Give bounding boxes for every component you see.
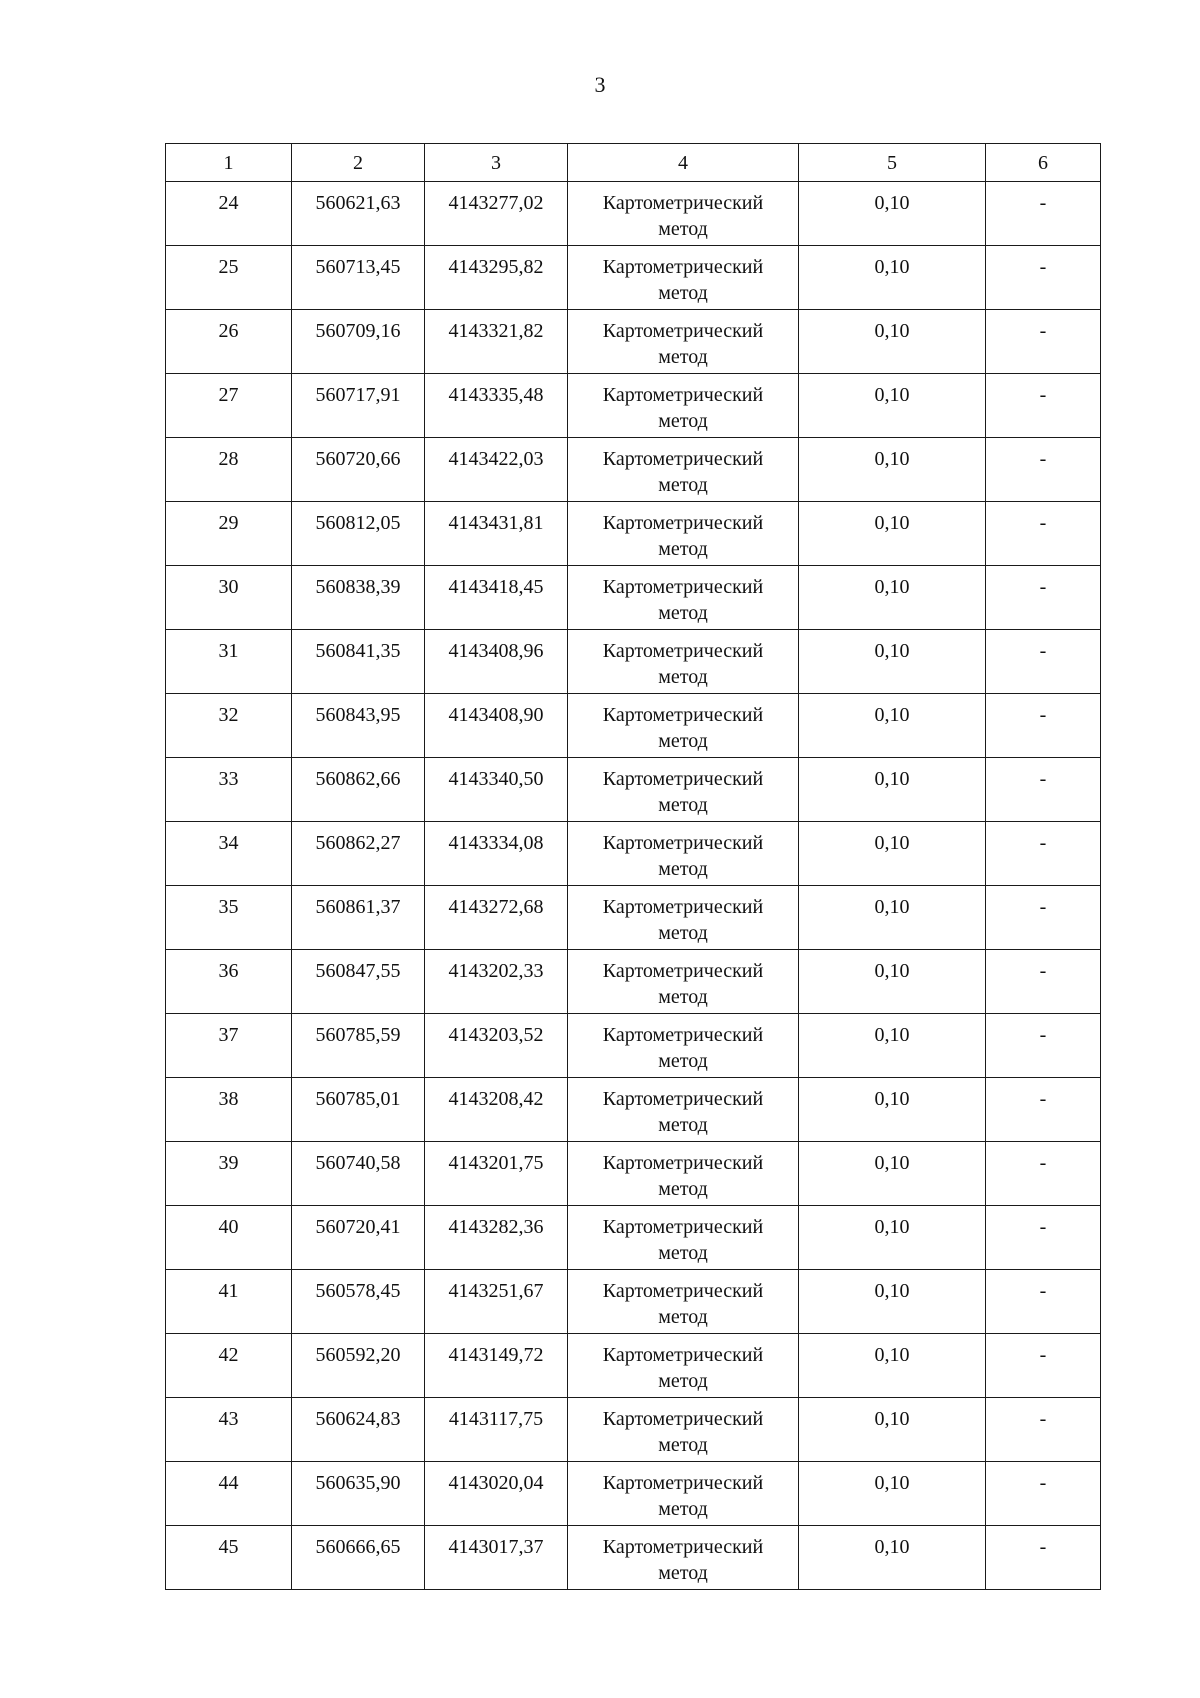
error-cell: 0,10 xyxy=(799,1334,986,1398)
table-row xyxy=(166,886,1101,950)
note-cell: - xyxy=(986,694,1101,758)
method-line: метод xyxy=(658,410,708,432)
point-number-cell: 35 xyxy=(166,886,292,950)
method-line: метод xyxy=(658,1434,708,1456)
y-coordinate-cell: 4143202,33 xyxy=(425,950,568,1014)
y-coordinate-cell: 4143020,04 xyxy=(425,1462,568,1526)
table-body xyxy=(166,182,1101,1590)
x-coordinate-cell: 560861,37 xyxy=(292,886,425,950)
method-cell xyxy=(568,1462,799,1526)
table-row xyxy=(166,246,1101,310)
error-cell: 0,10 xyxy=(799,566,986,630)
point-number-cell: 39 xyxy=(166,1142,292,1206)
note-cell: - xyxy=(986,310,1101,374)
x-coordinate-cell: 560740,58 xyxy=(292,1142,425,1206)
method-cell xyxy=(568,438,799,502)
error-cell: 0,10 xyxy=(799,1526,986,1590)
note-cell: - xyxy=(986,1142,1101,1206)
x-coordinate-cell: 560709,16 xyxy=(292,310,425,374)
error-cell: 0,10 xyxy=(799,694,986,758)
error-cell: 0,10 xyxy=(799,182,986,246)
method-line: Картометрический xyxy=(602,1280,764,1302)
method-cell xyxy=(568,246,799,310)
point-number-cell: 43 xyxy=(166,1398,292,1462)
method-line: метод xyxy=(658,538,708,560)
x-coordinate-cell: 560847,55 xyxy=(292,950,425,1014)
header-row xyxy=(166,144,1101,182)
table-row xyxy=(166,182,1101,246)
method-line: Картометрический xyxy=(602,1408,764,1430)
note-cell: - xyxy=(986,502,1101,566)
method-line: метод xyxy=(658,858,708,880)
method-line: метод xyxy=(658,474,708,496)
y-coordinate-cell: 4143277,02 xyxy=(425,182,568,246)
error-cell: 0,10 xyxy=(799,1142,986,1206)
method-line: Картометрический xyxy=(602,1088,764,1110)
y-coordinate-cell: 4143408,90 xyxy=(425,694,568,758)
method-cell xyxy=(568,630,799,694)
note-cell: - xyxy=(986,1334,1101,1398)
y-coordinate-cell: 4143334,08 xyxy=(425,822,568,886)
note-cell: - xyxy=(986,1270,1101,1334)
method-line: Картометрический xyxy=(602,1024,764,1046)
method-line: метод xyxy=(658,282,708,304)
x-coordinate-cell: 560862,27 xyxy=(292,822,425,886)
method-cell xyxy=(568,566,799,630)
error-cell: 0,10 xyxy=(799,1206,986,1270)
table-row xyxy=(166,1014,1101,1078)
method-line: метод xyxy=(658,1178,708,1200)
point-number-cell: 25 xyxy=(166,246,292,310)
y-coordinate-cell: 4143208,42 xyxy=(425,1078,568,1142)
column-header: 2 xyxy=(292,144,425,182)
table-row xyxy=(166,1334,1101,1398)
x-coordinate-cell: 560578,45 xyxy=(292,1270,425,1334)
error-cell: 0,10 xyxy=(799,630,986,694)
error-cell: 0,10 xyxy=(799,1398,986,1462)
note-cell: - xyxy=(986,822,1101,886)
method-line: метод xyxy=(658,986,708,1008)
error-cell: 0,10 xyxy=(799,310,986,374)
y-coordinate-cell: 4143017,37 xyxy=(425,1526,568,1590)
method-line: Картометрический xyxy=(602,896,764,918)
method-cell xyxy=(568,1014,799,1078)
table-row xyxy=(166,1142,1101,1206)
table-row xyxy=(166,438,1101,502)
error-cell: 0,10 xyxy=(799,1270,986,1334)
y-coordinate-cell: 4143149,72 xyxy=(425,1334,568,1398)
error-cell: 0,10 xyxy=(799,1014,986,1078)
y-coordinate-cell: 4143251,67 xyxy=(425,1270,568,1334)
column-header: 3 xyxy=(425,144,568,182)
error-cell: 0,10 xyxy=(799,374,986,438)
method-line: метод xyxy=(658,602,708,624)
method-cell xyxy=(568,822,799,886)
coordinates-table xyxy=(165,143,1101,1590)
x-coordinate-cell: 560713,45 xyxy=(292,246,425,310)
y-coordinate-cell: 4143201,75 xyxy=(425,1142,568,1206)
error-cell: 0,10 xyxy=(799,886,986,950)
error-cell: 0,10 xyxy=(799,950,986,1014)
x-coordinate-cell: 560785,01 xyxy=(292,1078,425,1142)
table-row xyxy=(166,1398,1101,1462)
y-coordinate-cell: 4143321,82 xyxy=(425,310,568,374)
method-line: метод xyxy=(658,730,708,752)
y-coordinate-cell: 4143418,45 xyxy=(425,566,568,630)
method-line: Картометрический xyxy=(602,512,764,534)
error-cell: 0,10 xyxy=(799,758,986,822)
x-coordinate-cell: 560841,35 xyxy=(292,630,425,694)
x-coordinate-cell: 560621,63 xyxy=(292,182,425,246)
x-coordinate-cell: 560666,65 xyxy=(292,1526,425,1590)
method-line: Картометрический xyxy=(602,320,764,342)
point-number-cell: 42 xyxy=(166,1334,292,1398)
table-row xyxy=(166,822,1101,886)
table-row xyxy=(166,374,1101,438)
x-coordinate-cell: 560862,66 xyxy=(292,758,425,822)
column-header: 4 xyxy=(568,144,799,182)
method-line: Картометрический xyxy=(602,256,764,278)
method-cell xyxy=(568,1334,799,1398)
method-line: метод xyxy=(658,1562,708,1584)
table-row xyxy=(166,1526,1101,1590)
y-coordinate-cell: 4143431,81 xyxy=(425,502,568,566)
note-cell: - xyxy=(986,758,1101,822)
error-cell: 0,10 xyxy=(799,1462,986,1526)
method-line: метод xyxy=(658,218,708,240)
method-line: метод xyxy=(658,794,708,816)
point-number-cell: 45 xyxy=(166,1526,292,1590)
note-cell: - xyxy=(986,630,1101,694)
method-line: Картометрический xyxy=(602,576,764,598)
method-line: метод xyxy=(658,1114,708,1136)
column-header: 6 xyxy=(986,144,1101,182)
method-line: метод xyxy=(658,1050,708,1072)
note-cell: - xyxy=(986,566,1101,630)
error-cell: 0,10 xyxy=(799,1078,986,1142)
method-line: Картометрический xyxy=(602,704,764,726)
table-row xyxy=(166,1078,1101,1142)
method-line: Картометрический xyxy=(602,960,764,982)
method-line: Картометрический xyxy=(602,1472,764,1494)
table-row xyxy=(166,758,1101,822)
table-row xyxy=(166,694,1101,758)
y-coordinate-cell: 4143408,96 xyxy=(425,630,568,694)
method-line: метод xyxy=(658,922,708,944)
method-line: Картометрический xyxy=(602,1216,764,1238)
error-cell: 0,10 xyxy=(799,246,986,310)
point-number-cell: 33 xyxy=(166,758,292,822)
method-cell xyxy=(568,694,799,758)
page-number: 3 xyxy=(594,72,606,97)
y-coordinate-cell: 4143203,52 xyxy=(425,1014,568,1078)
table-row xyxy=(166,630,1101,694)
table-row xyxy=(166,950,1101,1014)
method-line: метод xyxy=(658,1498,708,1520)
point-number-cell: 32 xyxy=(166,694,292,758)
point-number-cell: 44 xyxy=(166,1462,292,1526)
note-cell: - xyxy=(986,438,1101,502)
method-line: Картометрический xyxy=(602,768,764,790)
note-cell: - xyxy=(986,1078,1101,1142)
y-coordinate-cell: 4143422,03 xyxy=(425,438,568,502)
method-line: метод xyxy=(658,1306,708,1328)
method-cell xyxy=(568,1398,799,1462)
method-cell xyxy=(568,1526,799,1590)
point-number-cell: 28 xyxy=(166,438,292,502)
method-cell xyxy=(568,310,799,374)
method-cell xyxy=(568,1270,799,1334)
table-header xyxy=(166,144,1101,182)
method-line: Картометрический xyxy=(602,1536,764,1558)
point-number-cell: 38 xyxy=(166,1078,292,1142)
method-line: Картометрический xyxy=(602,384,764,406)
method-cell xyxy=(568,182,799,246)
y-coordinate-cell: 4143272,68 xyxy=(425,886,568,950)
method-cell xyxy=(568,1142,799,1206)
y-coordinate-cell: 4143117,75 xyxy=(425,1398,568,1462)
table-row xyxy=(166,1270,1101,1334)
column-header: 1 xyxy=(166,144,292,182)
method-line: Картометрический xyxy=(602,832,764,854)
note-cell: - xyxy=(986,1462,1101,1526)
method-line: метод xyxy=(658,1242,708,1264)
x-coordinate-cell: 560785,59 xyxy=(292,1014,425,1078)
y-coordinate-cell: 4143282,36 xyxy=(425,1206,568,1270)
method-line: Картометрический xyxy=(602,1344,764,1366)
table-row xyxy=(166,566,1101,630)
method-cell xyxy=(568,758,799,822)
x-coordinate-cell: 560838,39 xyxy=(292,566,425,630)
point-number-cell: 37 xyxy=(166,1014,292,1078)
method-cell xyxy=(568,950,799,1014)
method-cell xyxy=(568,1206,799,1270)
x-coordinate-cell: 560592,20 xyxy=(292,1334,425,1398)
method-cell xyxy=(568,886,799,950)
table-row xyxy=(166,1206,1101,1270)
y-coordinate-cell: 4143340,50 xyxy=(425,758,568,822)
point-number-cell: 30 xyxy=(166,566,292,630)
table-row xyxy=(166,502,1101,566)
y-coordinate-cell: 4143295,82 xyxy=(425,246,568,310)
method-cell xyxy=(568,502,799,566)
point-number-cell: 29 xyxy=(166,502,292,566)
x-coordinate-cell: 560717,91 xyxy=(292,374,425,438)
point-number-cell: 26 xyxy=(166,310,292,374)
error-cell: 0,10 xyxy=(799,438,986,502)
note-cell: - xyxy=(986,1526,1101,1590)
point-number-cell: 24 xyxy=(166,182,292,246)
note-cell: - xyxy=(986,950,1101,1014)
method-line: метод xyxy=(658,666,708,688)
note-cell: - xyxy=(986,1398,1101,1462)
note-cell: - xyxy=(986,246,1101,310)
note-cell: - xyxy=(986,886,1101,950)
x-coordinate-cell: 560720,66 xyxy=(292,438,425,502)
table-row xyxy=(166,310,1101,374)
method-line: метод xyxy=(658,346,708,368)
error-cell: 0,10 xyxy=(799,502,986,566)
method-cell xyxy=(568,1078,799,1142)
note-cell: - xyxy=(986,374,1101,438)
method-cell xyxy=(568,374,799,438)
x-coordinate-cell: 560624,83 xyxy=(292,1398,425,1462)
method-line: Картометрический xyxy=(602,448,764,470)
point-number-cell: 34 xyxy=(166,822,292,886)
point-number-cell: 27 xyxy=(166,374,292,438)
x-coordinate-cell: 560720,41 xyxy=(292,1206,425,1270)
x-coordinate-cell: 560843,95 xyxy=(292,694,425,758)
column-header: 5 xyxy=(799,144,986,182)
method-line: метод xyxy=(658,1370,708,1392)
point-number-cell: 40 xyxy=(166,1206,292,1270)
table-row xyxy=(166,1462,1101,1526)
method-line: Картометрический xyxy=(602,192,764,214)
note-cell: - xyxy=(986,1014,1101,1078)
method-line: Картометрический xyxy=(602,640,764,662)
x-coordinate-cell: 560635,90 xyxy=(292,1462,425,1526)
x-coordinate-cell: 560812,05 xyxy=(292,502,425,566)
error-cell: 0,10 xyxy=(799,822,986,886)
point-number-cell: 41 xyxy=(166,1270,292,1334)
method-line: Картометрический xyxy=(602,1152,764,1174)
point-number-cell: 31 xyxy=(166,630,292,694)
note-cell: - xyxy=(986,1206,1101,1270)
point-number-cell: 36 xyxy=(166,950,292,1014)
y-coordinate-cell: 4143335,48 xyxy=(425,374,568,438)
note-cell: - xyxy=(986,182,1101,246)
